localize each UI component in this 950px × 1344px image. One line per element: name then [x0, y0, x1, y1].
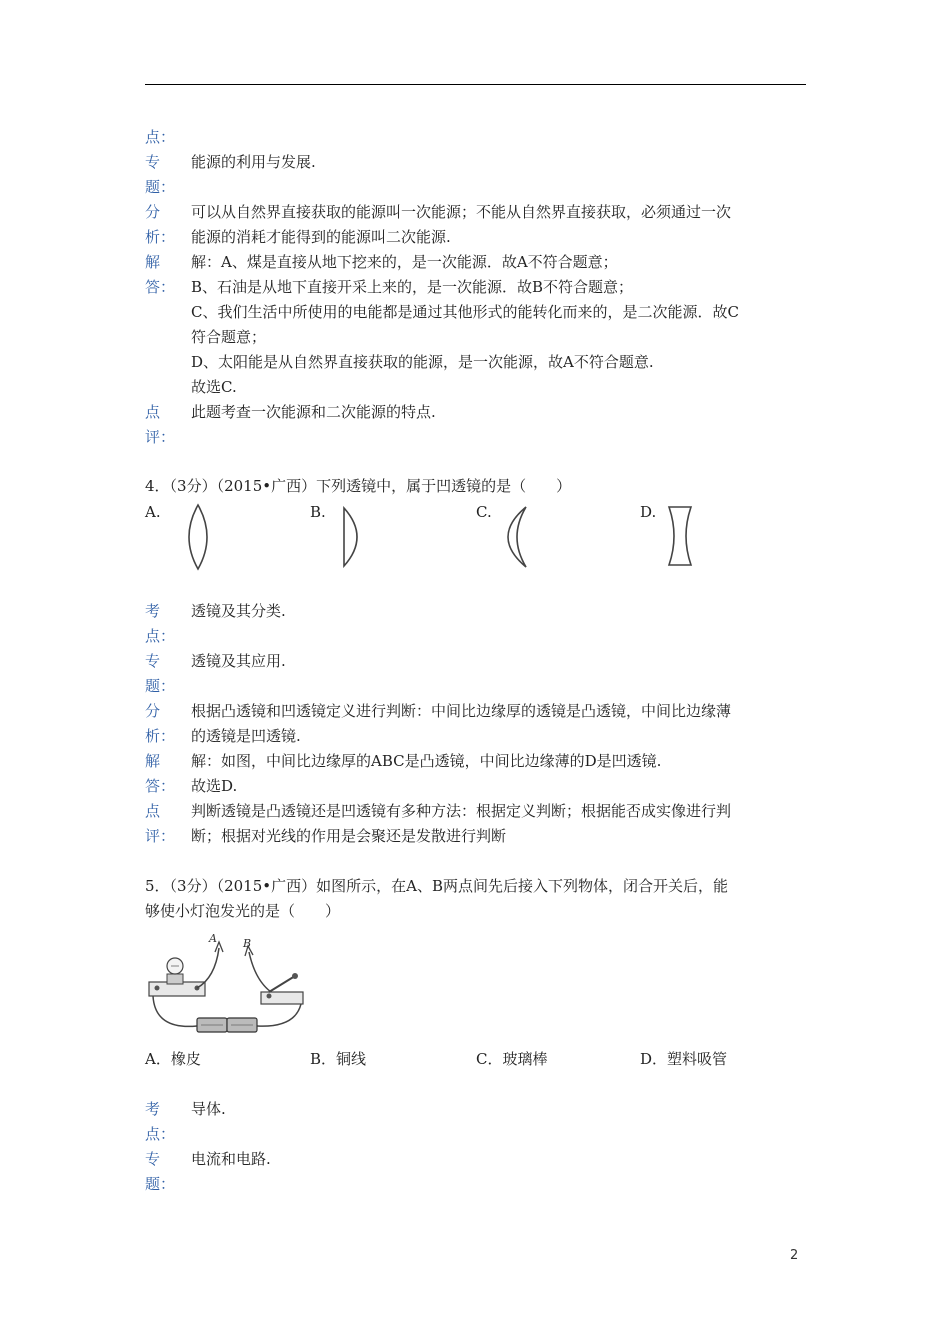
analysis-line: 分 可以从自然界直接获取的能源叫一次能源；不能从自然界直接获取，必须通过一次 — [145, 203, 732, 221]
analysis-line: 评： 断；根据对光线的作用是会聚还是发散进行判断 — [145, 827, 507, 845]
analysis-line: 符合题意； — [191, 328, 267, 346]
analysis-line: 故选C. — [191, 378, 237, 396]
analysis-line: 专 能源的利用与发展. — [145, 153, 316, 171]
biconvex-lens-figure — [182, 503, 214, 571]
q4-option-c-label: C. — [476, 503, 492, 521]
analysis-line: 答： 故选D. — [145, 777, 238, 795]
analysis-line: 题： — [145, 1175, 176, 1193]
q4-option-a-label: A. — [145, 503, 161, 521]
question-5-stem-line-1: 5．（3分）（2015•广西）如图所示，在A、B两点间先后接入下列物体，闭合开关后，能 — [145, 877, 728, 895]
analysis-line: 点： — [145, 1125, 176, 1143]
analysis-line: 答： B、石油是从地下直接开采上来的，是一次能源．故B不符合题意； — [145, 278, 634, 296]
analysis-line: 专 电流和电路. — [145, 1150, 271, 1168]
analysis-line: 考 透镜及其分类. — [145, 602, 286, 620]
analysis-line: 点： — [145, 627, 176, 645]
biconcave-lens-figure — [664, 505, 696, 567]
analysis-line: 析： 的透镜是凹透镜. — [145, 727, 301, 745]
analysis-block-q3 — [145, 125, 805, 450]
analysis-line: 评： — [145, 428, 176, 446]
analysis-line: 点： — [145, 128, 176, 146]
analysis-block-q5 — [145, 1097, 805, 1197]
terminal-a-label: A — [209, 932, 217, 945]
q4-option-d-label: D. — [640, 503, 657, 521]
analysis-line: 点 此题考查一次能源和二次能源的特点. — [145, 403, 436, 421]
analysis-line: 析： 能源的消耗才能得到的能源叫二次能源. — [145, 228, 451, 246]
page-number: 2 — [790, 1248, 799, 1263]
circuit-diagram-figure — [145, 930, 305, 1040]
header-rule — [145, 84, 806, 85]
terminal-b-label: B — [243, 937, 252, 950]
question-5-stem-line-2: 够使小灯泡发光的是（ ） — [145, 902, 341, 920]
q5-option-b: B．铜线 — [310, 1050, 367, 1068]
analysis-line: 专 透镜及其应用. — [145, 652, 286, 670]
q4-option-b-label: B. — [310, 503, 326, 521]
plano-convex-lens-figure — [340, 506, 368, 568]
q5-option-a: A．橡皮 — [145, 1050, 201, 1068]
q5-option-d: D．塑料吸管 — [640, 1050, 728, 1068]
question-4-stem: 4．（3分）（2015•广西）下列透镜中，属于凹透镜的是（ ） — [145, 477, 572, 495]
analysis-line: 考 导体. — [145, 1100, 226, 1118]
q5-option-c: C．玻璃棒 — [476, 1050, 548, 1068]
meniscus-lens-figure — [498, 505, 532, 569]
analysis-line: C、我们生活中所使用的电能都是通过其他形式的能转化而来的，是二次能源．故C — [191, 303, 739, 321]
analysis-line: D、太阳能是从自然界直接获取的能源，是一次能源，故A不符合题意. — [191, 353, 654, 371]
analysis-line: 解 解：如图，中间比边缘厚的ABC是凸透镜，中间比边缘薄的D是凹透镜. — [145, 752, 662, 770]
analysis-line: 分 根据凸透镜和凹透镜定义进行判断：中间比边缘厚的透镜是凸透镜，中间比边缘薄 — [145, 702, 732, 720]
analysis-line: 点 判断透镜是凸透镜还是凹透镜有多种方法：根据定义判断；根据能否成实像进行判 — [145, 802, 732, 820]
analysis-block-q4 — [145, 599, 805, 849]
analysis-line: 题： — [145, 677, 176, 695]
analysis-line: 解 解：A、煤是直接从地下挖来的，是一次能源．故A不符合题意； — [145, 253, 618, 271]
analysis-line: 题： — [145, 178, 176, 196]
